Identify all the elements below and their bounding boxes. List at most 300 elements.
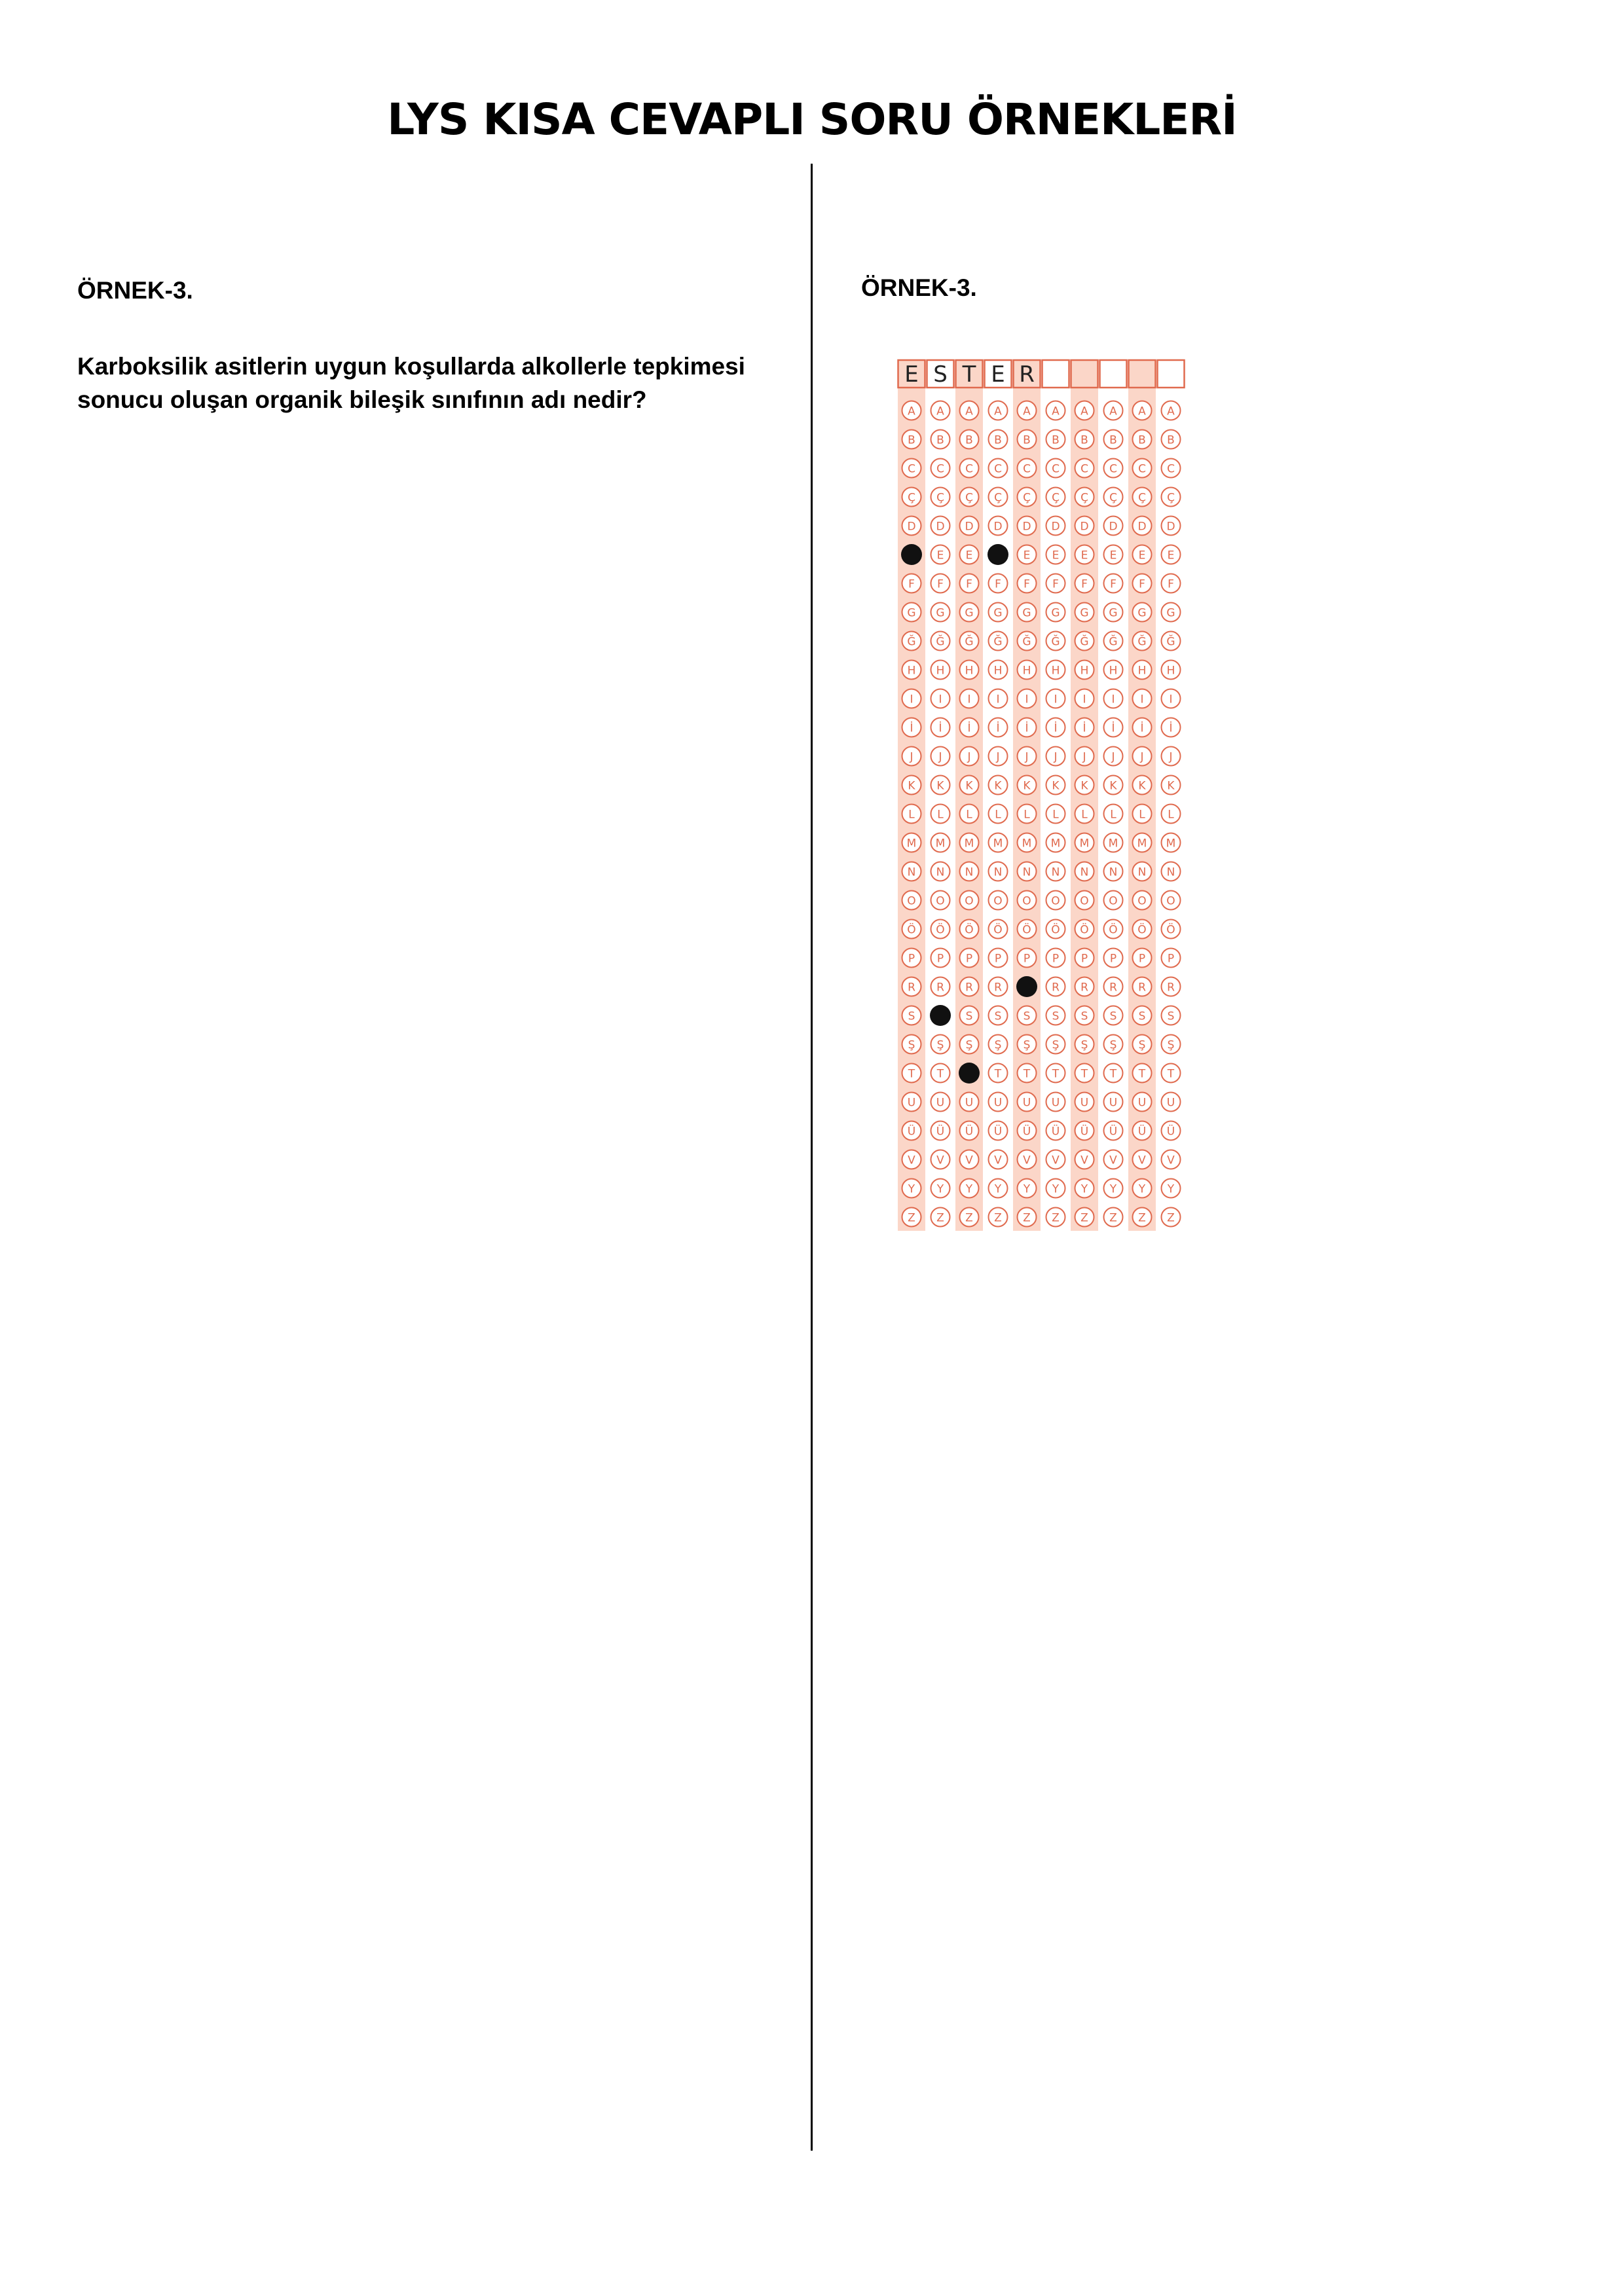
bubble-letter: O (1137, 894, 1147, 908)
bubble-letter: O (1166, 894, 1175, 908)
bubble-letter: M (906, 837, 917, 850)
answer-box-6 (1043, 360, 1069, 388)
bubble-letter: U (1166, 1096, 1175, 1110)
bubble-letter: P (908, 952, 915, 966)
question-text (77, 350, 791, 416)
bubble-letter: E (1052, 549, 1060, 562)
bubble-letter: G (1137, 606, 1147, 620)
example-heading: ÖRNEK-3. (77, 277, 193, 304)
answer-box-7 (1071, 360, 1098, 388)
bubble-letter: A (965, 405, 973, 418)
bubble-letter: J (1169, 750, 1173, 764)
bubble-letter: S (908, 1010, 915, 1023)
bubble-letter: Ö (993, 923, 1003, 937)
bubble-letter: Ş (1167, 1038, 1175, 1052)
bubble-letter: Ü (1137, 1125, 1147, 1139)
bubble-letter: M (1022, 837, 1032, 850)
bubble-letter: A (936, 405, 944, 418)
bubble-letter: C (994, 462, 1002, 476)
bubble-letter: Ç (1023, 491, 1031, 505)
bubble-letter: R (1167, 981, 1175, 994)
optical-answer-grid (897, 357, 1185, 1231)
bubble-letter: İ (1111, 721, 1115, 735)
bubble-letter: B (1167, 433, 1175, 447)
bubble-letter: P (1167, 952, 1175, 966)
bubble-letter: I (996, 693, 1000, 706)
bubble-letter: İ (910, 721, 913, 735)
bubble-letter: N (1109, 866, 1118, 879)
bubble-letter: Ö (1109, 923, 1118, 937)
bubble-letter: İ (1082, 721, 1086, 735)
bubble-letter: Ö (1080, 923, 1089, 937)
bubble-letter: T (994, 1067, 1002, 1081)
bubble-letter: F (937, 577, 944, 591)
answer-box-8 (1100, 360, 1127, 388)
bubble-letter: C (965, 462, 973, 476)
bubble-letter: V (1109, 1154, 1117, 1167)
bubble-letter: Ö (1022, 923, 1031, 937)
bubble-letter: E (1080, 549, 1088, 562)
bubble-letter: C (1138, 462, 1146, 476)
bubble-letter: İ (1169, 721, 1173, 735)
bubble-letter: Y (936, 1182, 944, 1196)
bubble-letter: M (964, 837, 974, 850)
bubble-letter: K (1138, 779, 1146, 793)
bubble-letter: Ğ (936, 635, 945, 649)
bubble-letter: B (1080, 433, 1088, 447)
bubble-letter: S (1080, 1010, 1088, 1023)
bubble-letter: Ç (1167, 491, 1175, 505)
bubble-letter: F (966, 577, 972, 591)
bubble-letter: P (965, 952, 973, 966)
bubble-letter: H (1166, 664, 1175, 678)
bubble-letter: M (1166, 837, 1176, 850)
bubble-letter: Ü (1051, 1125, 1060, 1139)
bubble-letter: G (936, 606, 945, 620)
bubble-letter: B (1023, 433, 1031, 447)
bubble-letter: K (908, 779, 915, 793)
bubble-letter: İ (1140, 721, 1144, 735)
bubble-letter: V (1138, 1154, 1146, 1167)
bubble-letter: Y (1080, 1182, 1088, 1196)
bubble-letter: L (1081, 808, 1088, 822)
bubble-letter: Ü (907, 1125, 916, 1139)
bubble-letter: I (1111, 693, 1115, 706)
bubble-letter: Ü (1166, 1125, 1175, 1139)
bubble-letter: A (1052, 405, 1060, 418)
bubble-letter: U (1051, 1096, 1060, 1110)
bubble-letter: F (1024, 577, 1030, 591)
bubble-letter: A (1109, 405, 1117, 418)
bubble-letter: U (936, 1096, 945, 1110)
bubble-letter: N (1080, 866, 1089, 879)
bubble-letter: G (1109, 606, 1118, 620)
answer-box-letter: S (933, 361, 948, 388)
bubble-letter: L (1139, 808, 1145, 822)
bubble-letter: Ğ (1051, 635, 1060, 649)
bubble-letter: F (1139, 577, 1145, 591)
bubble-letter: S (1052, 1010, 1060, 1023)
bubble-letter: Y (994, 1182, 1002, 1196)
bubble-letter: O (1051, 894, 1060, 908)
bubble-letter: Ş (936, 1038, 944, 1052)
bubble-letter: Y (1138, 1182, 1146, 1196)
bubble-letter: B (965, 433, 973, 447)
bubble-letter: Ü (965, 1125, 974, 1139)
bubble-letter: R (1109, 981, 1117, 994)
bubble-letter: Y (965, 1182, 973, 1196)
answer-example-heading: ÖRNEK-3. (861, 274, 977, 301)
bubble-letter: K (1167, 779, 1175, 793)
bubble-letter: A (908, 405, 915, 418)
bubble-letter: I (938, 693, 942, 706)
bubble-letter: C (936, 462, 944, 476)
answer-box-10 (1158, 360, 1185, 388)
bubble-letter: D (936, 520, 945, 534)
bubble-letter: D (1166, 520, 1175, 534)
bubble-letter: U (993, 1096, 1003, 1110)
bubble-letter: Ç (936, 491, 944, 505)
bubble-letter: D (1137, 520, 1147, 534)
bubble-letter: Y (908, 1182, 915, 1196)
bubble-letter: V (908, 1154, 915, 1167)
bubble-letter: B (936, 433, 944, 447)
bubble-letter: T (1109, 1067, 1117, 1081)
bubble-letter: O (936, 894, 945, 908)
bubble-letter: O (1109, 894, 1118, 908)
bubble-letter: I (1025, 693, 1029, 706)
bubble-letter: H (1109, 664, 1118, 678)
filled-bubble (901, 544, 922, 565)
bubble-letter: G (1166, 606, 1175, 620)
bubble-letter: N (965, 866, 974, 879)
bubble-letter: J (1082, 750, 1086, 764)
bubble-letter: Ğ (1022, 635, 1031, 649)
bubble-letter: I (1169, 693, 1173, 706)
bubble-letter: H (936, 664, 945, 678)
bubble-letter: Ş (1023, 1038, 1031, 1052)
bubble-letter: D (1080, 520, 1089, 534)
bubble-letter: Ğ (1166, 635, 1175, 649)
bubble-letter: İ (967, 721, 971, 735)
bubble-letter: Z (908, 1211, 915, 1225)
bubble-letter: Y (1167, 1182, 1175, 1196)
bubble-letter: Ü (936, 1125, 945, 1139)
bubble-letter: A (1080, 405, 1088, 418)
bubble-letter: I (1054, 693, 1058, 706)
bubble-letter: E (1138, 549, 1146, 562)
bubble-letter: Y (1109, 1182, 1117, 1196)
bubble-letter: İ (1025, 721, 1029, 735)
bubble-letter: Ö (1166, 923, 1175, 937)
bubble-letter: O (1022, 894, 1031, 908)
bubble-letter: N (1137, 866, 1147, 879)
bubble-letter: F (908, 577, 915, 591)
bubble-letter: S (1109, 1010, 1117, 1023)
bubble-letter: R (936, 981, 944, 994)
bubble-letter: R (965, 981, 973, 994)
bubble-letter: U (907, 1096, 916, 1110)
bubble-letter: D (1022, 520, 1031, 534)
answer-box-letter: E (991, 361, 1005, 388)
bubble-letter: D (993, 520, 1003, 534)
bubble-letter: L (995, 808, 1001, 822)
bubble-letter: V (936, 1154, 944, 1167)
bubble-letter: İ (938, 721, 942, 735)
bubble-letter: E (1109, 549, 1117, 562)
bubble-letter: N (1051, 866, 1060, 879)
bubble-letter: C (1167, 462, 1175, 476)
bubble-letter: P (1052, 952, 1060, 966)
bubble-letter: L (1052, 808, 1059, 822)
bubble-letter: Ş (1138, 1038, 1146, 1052)
bubble-letter: H (1137, 664, 1147, 678)
bubble-letter: U (1080, 1096, 1089, 1110)
bubble-letter: C (1109, 462, 1117, 476)
bubble-letter: E (936, 549, 944, 562)
bubble-letter: Ğ (1109, 635, 1118, 649)
bubble-letter: A (1138, 405, 1146, 418)
bubble-letter: Z (1138, 1211, 1146, 1225)
bubble-letter: U (1109, 1096, 1118, 1110)
bubble-letter: Ü (1080, 1125, 1089, 1139)
bubble-letter: T (936, 1067, 944, 1081)
bubble-letter: R (1138, 981, 1146, 994)
bubble-letter: Z (1052, 1211, 1060, 1225)
bubble-letter: V (994, 1154, 1002, 1167)
bubble-letter: Ö (1051, 923, 1060, 937)
bubble-letter: I (1082, 693, 1086, 706)
bubble-letter: P (1023, 952, 1031, 966)
bubble-letter: S (1167, 1010, 1175, 1023)
bubble-letter: H (965, 664, 974, 678)
bubble-letter: P (994, 952, 1002, 966)
question-line-2: sonucu oluşan organik bileşik sınıfının adı nedir? (77, 386, 647, 414)
filled-bubble (930, 1005, 951, 1026)
bubble-letter: R (1080, 981, 1088, 994)
bubble-letter: P (1109, 952, 1117, 966)
bubble-letter: L (1110, 808, 1116, 822)
bubble-letter: M (1050, 837, 1061, 850)
question-line-1: Karboksilik asitlerin uygun koşullarda alkollerle tepkimesi (77, 353, 745, 380)
bubble-letter: Ü (1022, 1125, 1031, 1139)
bubble-letter: U (1137, 1096, 1147, 1110)
filled-bubble (959, 1063, 980, 1084)
bubble-letter: A (994, 405, 1002, 418)
bubble-letter: L (1024, 808, 1030, 822)
bubble-letter: İ (1054, 721, 1058, 735)
bubble-letter: Ğ (1080, 635, 1089, 649)
bubble-letter: T (1167, 1067, 1175, 1081)
bubble-letter: V (1052, 1154, 1060, 1167)
bubble-letter: N (993, 866, 1003, 879)
bubble-letter: T (1138, 1067, 1146, 1081)
bubble-letter: P (1138, 952, 1146, 966)
bubble-letter: L (966, 808, 972, 822)
bubble-letter: Ş (1080, 1038, 1088, 1052)
answer-box-letter: E (904, 361, 919, 388)
bubble-letter: D (907, 520, 916, 534)
bubble-letter: Z (1080, 1211, 1088, 1225)
bubble-letter: G (1022, 606, 1031, 620)
bubble-letter: J (1054, 750, 1058, 764)
bubble-letter: C (1052, 462, 1060, 476)
bubble-letter: E (1167, 549, 1175, 562)
bubble-letter: Z (965, 1211, 973, 1225)
bubble-letter: J (1111, 750, 1115, 764)
bubble-letter: R (908, 981, 915, 994)
bubble-letter: N (1166, 866, 1175, 879)
bubble-letter: D (965, 520, 974, 534)
bubble-letter: Ü (993, 1125, 1003, 1139)
bubble-letter: Z (936, 1211, 944, 1225)
bubble-letter: Z (994, 1211, 1002, 1225)
bubble-letter: L (1168, 808, 1174, 822)
bubble-letter: G (1080, 606, 1089, 620)
bubble-letter: H (1022, 664, 1031, 678)
bubble-letter: Ş (965, 1038, 973, 1052)
bubble-letter: M (935, 837, 946, 850)
bubble-letter: I (967, 693, 971, 706)
bubble-letter: F (1052, 577, 1059, 591)
bubble-letter: I (910, 693, 913, 706)
bubble-letter: J (967, 750, 971, 764)
bubble-letter: Ç (994, 491, 1002, 505)
bubble-letter: V (965, 1154, 973, 1167)
bubble-letter: R (994, 981, 1002, 994)
bubble-letter: V (1167, 1154, 1175, 1167)
bubble-letter: T (1023, 1067, 1031, 1081)
bubble-letter: L (937, 808, 944, 822)
bubble-letter: N (936, 866, 945, 879)
bubble-letter: K (1023, 779, 1031, 793)
bubble-letter: B (994, 433, 1002, 447)
bubble-letter: J (1140, 750, 1144, 764)
bubble-letter: H (907, 664, 916, 678)
bubble-letter: Ç (1138, 491, 1146, 505)
answer-box-letter: T (962, 361, 976, 388)
bubble-letter: J (1025, 750, 1029, 764)
bubble-letter: Z (1109, 1211, 1117, 1225)
bubble-letter: G (1051, 606, 1060, 620)
bubble-letter: B (1138, 433, 1146, 447)
bubble-letter: Ş (994, 1038, 1002, 1052)
bubble-letter: M (993, 837, 1003, 850)
bubble-letter: Ç (965, 491, 973, 505)
bubble-letter: N (1022, 866, 1031, 879)
bubble-letter: R (1052, 981, 1060, 994)
bubble-letter: F (1110, 577, 1116, 591)
bubble-letter: I (1140, 693, 1144, 706)
bubble-letter: E (965, 549, 973, 562)
bubble-letter: K (1052, 779, 1060, 793)
bubble-letter: S (994, 1010, 1002, 1023)
bubble-letter: E (1023, 549, 1031, 562)
left-column (77, 276, 791, 416)
bubble-letter: K (994, 779, 1002, 793)
bubble-letter: Ş (1052, 1038, 1060, 1052)
bubble-letter: J (996, 750, 1000, 764)
answer-box-9 (1129, 360, 1156, 388)
bubble-letter: Y (1023, 1182, 1031, 1196)
bubble-letter: T (1052, 1067, 1060, 1081)
bubble-letter: K (1109, 779, 1117, 793)
answer-box-letter: R (1019, 361, 1035, 388)
page-title: LYS KISA CEVAPLI SORU ÖRNEKLERİ (387, 94, 1237, 145)
bubble-letter: O (965, 894, 974, 908)
bubble-letter: Y (1052, 1182, 1060, 1196)
bubble-letter: H (1080, 664, 1089, 678)
bubble-letter: Ç (1080, 491, 1088, 505)
filled-bubble (1016, 976, 1037, 997)
bubble-letter: F (995, 577, 1001, 591)
bubble-letter: G (993, 606, 1003, 620)
bubble-letter: S (1138, 1010, 1146, 1023)
bubble-letter: V (1080, 1154, 1088, 1167)
bubble-letter: Ğ (907, 635, 916, 649)
bubble-letter: Ğ (965, 635, 974, 649)
bubble-letter: C (908, 462, 915, 476)
bubble-letter: O (907, 894, 916, 908)
bubble-letter: Z (1167, 1211, 1175, 1225)
bubble-letter: H (1051, 664, 1060, 678)
bubble-letter: P (936, 952, 944, 966)
bubble-letter: J (910, 750, 913, 764)
bubble-letter: Ö (1137, 923, 1147, 937)
bubble-letter: K (965, 779, 973, 793)
bubble-letter: G (965, 606, 974, 620)
bubble-letter: Ş (1109, 1038, 1117, 1052)
bubble-letter: F (1168, 577, 1174, 591)
bubble-letter: Ç (908, 491, 915, 505)
bubble-letter: Ö (907, 923, 916, 937)
bubble-letter: L (908, 808, 915, 822)
bubble-letter: Ğ (993, 635, 1003, 649)
bubble-letter: Ü (1109, 1125, 1118, 1139)
bubble-letter: Ö (965, 923, 974, 937)
filled-bubble (987, 544, 1008, 565)
bubble-letter: U (965, 1096, 974, 1110)
bubble-letter: O (993, 894, 1003, 908)
bubble-letter: S (1023, 1010, 1031, 1023)
bubble-letter: T (1080, 1067, 1088, 1081)
bubble-letter: B (1109, 433, 1117, 447)
bubble-letter: K (936, 779, 944, 793)
bubble-letter: F (1081, 577, 1088, 591)
bubble-letter: M (1137, 837, 1147, 850)
bubble-letter: M (1108, 837, 1118, 850)
bubble-letter: B (1052, 433, 1060, 447)
bubble-letter: T (908, 1067, 915, 1081)
bubble-letter: Ö (936, 923, 945, 937)
bubble-letter: C (1080, 462, 1088, 476)
bubble-letter: İ (996, 721, 1000, 735)
bubble-letter: Ç (1052, 491, 1060, 505)
bubble-letter: K (1080, 779, 1088, 793)
bubble-letter: G (907, 606, 916, 620)
bubble-letter: Ş (908, 1038, 915, 1052)
bubble-letter: Ç (1109, 491, 1117, 505)
bubble-letter: C (1023, 462, 1031, 476)
optical-answer-form (897, 357, 1185, 1231)
bubble-letter: D (1109, 520, 1118, 534)
bubble-letter: O (1080, 894, 1089, 908)
bubble-letter: A (1023, 405, 1031, 418)
bubble-letter: V (1023, 1154, 1031, 1167)
bubble-letter: D (1051, 520, 1060, 534)
bubble-letter: Ğ (1137, 635, 1147, 649)
column-divider (811, 164, 813, 2151)
